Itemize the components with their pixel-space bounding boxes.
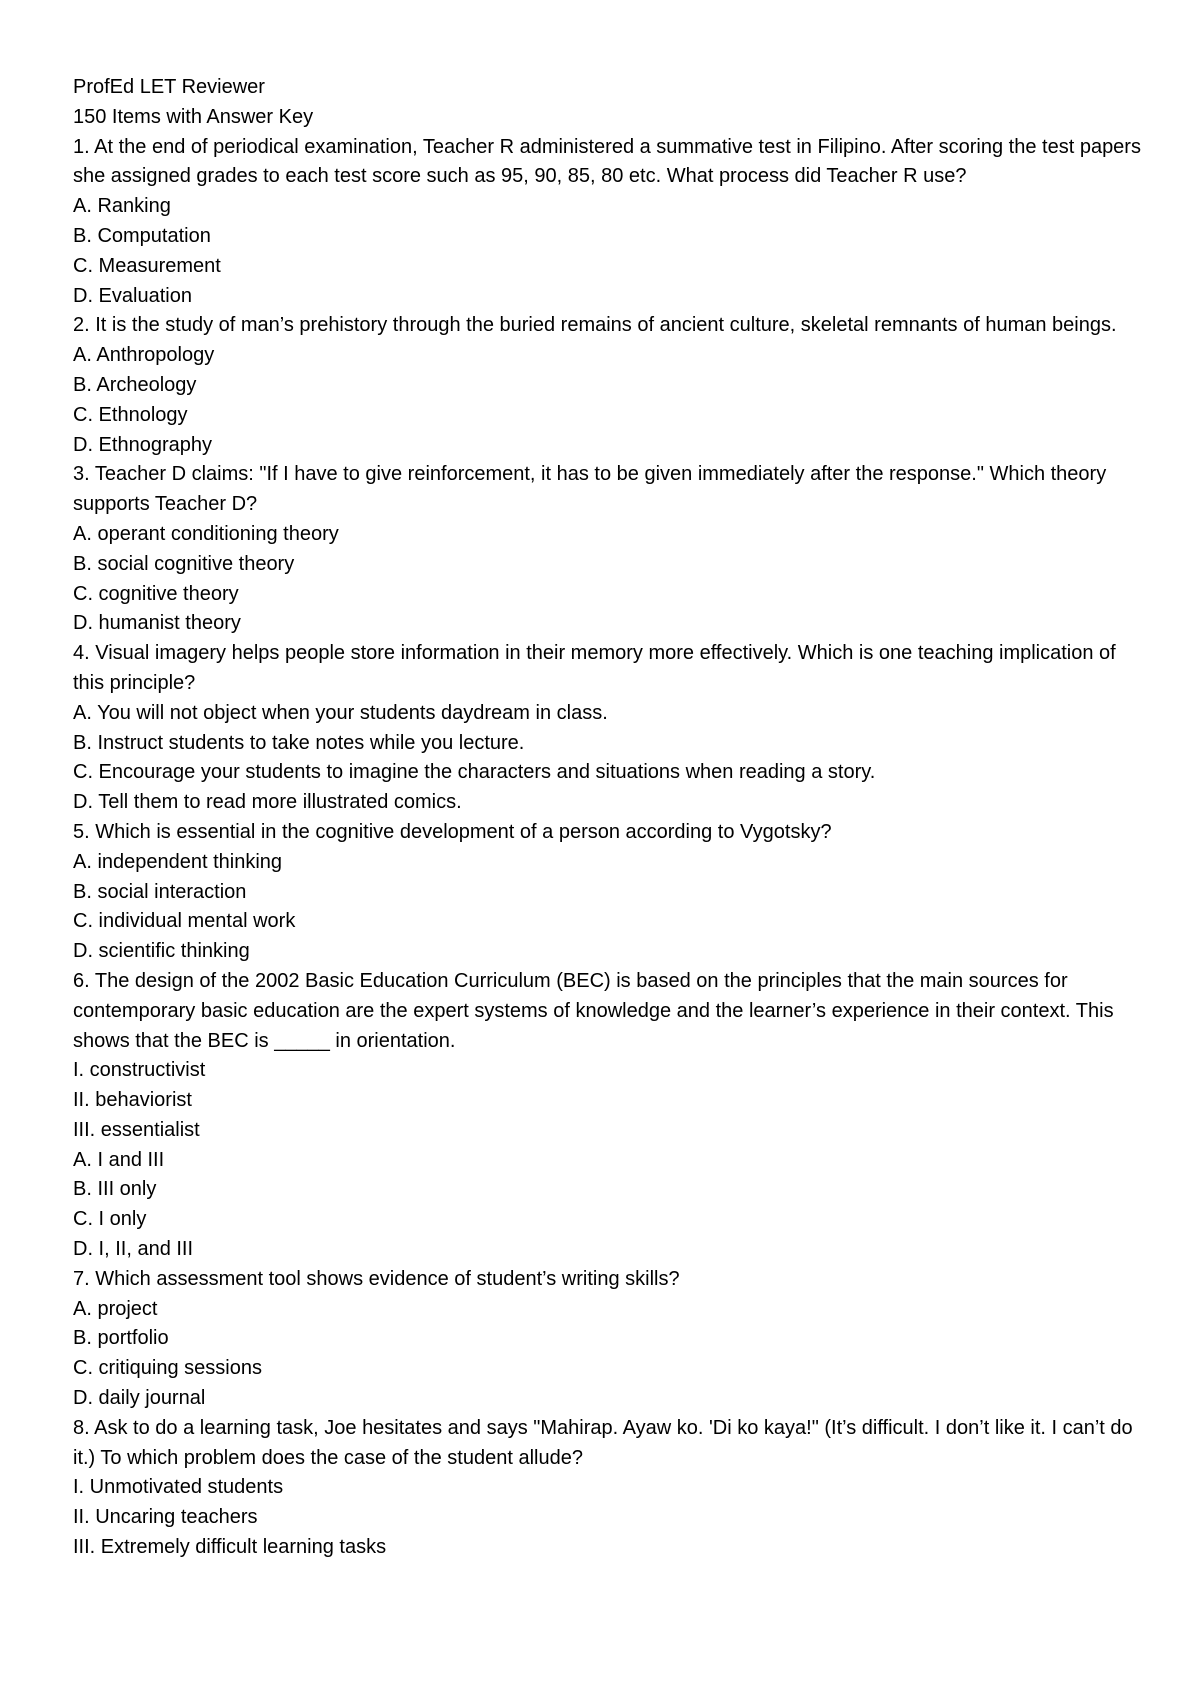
document-title: ProfEd LET Reviewer — [73, 76, 265, 98]
question-stem: 2. It is the study of man’s prehistory through the buried remains of ancient culture, skeletal remnants of human beings. — [73, 314, 1117, 337]
statement-option: I. Unmotivated students — [73, 1476, 284, 1499]
answer-option: B. Archeology — [73, 373, 197, 396]
answer-option: C. Ethnology — [73, 403, 188, 426]
answer-option: C. cognitive theory — [73, 582, 239, 605]
answer-option: B. social cognitive theory — [73, 552, 295, 575]
answer-option: D. Evaluation — [73, 284, 192, 307]
answer-option: A. Ranking — [73, 195, 171, 218]
answer-option: B. social interaction — [73, 880, 247, 903]
answer-option: A. operant conditioning theory — [73, 522, 339, 545]
answer-option: D. scientific thinking — [73, 940, 250, 963]
statement-option: III. Extremely difficult learning tasks — [73, 1536, 387, 1559]
answer-option: D. humanist theory — [73, 612, 241, 635]
question-stem: 4. Visual imagery helps people store information in their memory more effectively. Which is one teaching implication of this principle? — [73, 642, 1116, 694]
answer-option: C. Encourage your students to imagine the characters and situations when reading a story. — [73, 761, 876, 784]
answer-option: D. Tell them to read more illustrated comics. — [73, 791, 462, 814]
statement-option: II. Uncaring teachers — [73, 1506, 258, 1529]
answer-option: D. I, II, and III — [73, 1238, 194, 1261]
answer-option: D. Ethnography — [73, 433, 212, 456]
document-page — [73, 73, 1143, 1563]
question-6 — [73, 967, 1143, 1265]
question-stem: 8. Ask to do a learning task, Joe hesitates and says "Mahirap. Ayaw ko. 'Di ko kaya!" (It’s difficult. I don’t like it. I can’t do it.) To which problem does the case of the student allude? — [73, 1416, 1133, 1469]
answer-option: B. portfolio — [73, 1327, 169, 1350]
question-stem: 1. At the end of periodical examination, Teacher R administered a summative test in Filipino. After scoring the test papers she assigned grades to each test score such as 95, 90, 85, 80 etc. What process did Teacher R use? — [73, 135, 1141, 188]
statement-option: I. constructivist — [73, 1059, 206, 1082]
question-stem: 5. Which is essential in the cognitive development of a person according to Vygotsky? — [73, 820, 832, 843]
answer-option: A. You will not object when your students daydream in class. — [73, 701, 608, 724]
answer-option: C. critiquing sessions — [73, 1357, 262, 1380]
answer-option: B. Instruct students to take notes while you lecture. — [73, 731, 525, 754]
question-5 — [73, 818, 1143, 967]
answer-option: B. Computation — [73, 224, 211, 247]
answer-option: C. Measurement — [73, 254, 221, 277]
answer-option: C. I only — [73, 1208, 147, 1231]
question-stem: 3. Teacher D claims: "If I have to give reinforcement, it has to be given immediately after the response." Which theory supports Teacher D? — [73, 463, 1107, 516]
question-4 — [73, 639, 1143, 818]
statement-option: II. behaviorist — [73, 1089, 192, 1112]
question-3 — [73, 460, 1143, 639]
answer-option: A. Anthropology — [73, 344, 215, 367]
question-stem: 6. The design of the 2002 Basic Education Curriculum (BEC) is based on the principles that the main sources for contemporary basic education are the expert systems of knowledge and the learner’s experience in their context. This shows that the BEC is _____ in orientation. — [73, 969, 1114, 1052]
answer-option: D. daily journal — [73, 1387, 206, 1410]
question-2 — [73, 311, 1143, 460]
question-1 — [73, 133, 1143, 312]
question-7 — [73, 1265, 1143, 1414]
answer-option: A. project — [73, 1297, 158, 1320]
answer-option: B. III only — [73, 1178, 157, 1201]
answer-option: A. independent thinking — [73, 850, 283, 873]
question-8 — [73, 1414, 1143, 1563]
statement-option: III. essentialist — [73, 1118, 200, 1141]
answer-option: A. I and III — [73, 1148, 165, 1171]
question-stem: 7. Which assessment tool shows evidence of student’s writing skills? — [73, 1267, 680, 1290]
answer-option: C. individual mental work — [73, 910, 296, 933]
document-subtitle: 150 Items with Answer Key — [73, 105, 314, 128]
